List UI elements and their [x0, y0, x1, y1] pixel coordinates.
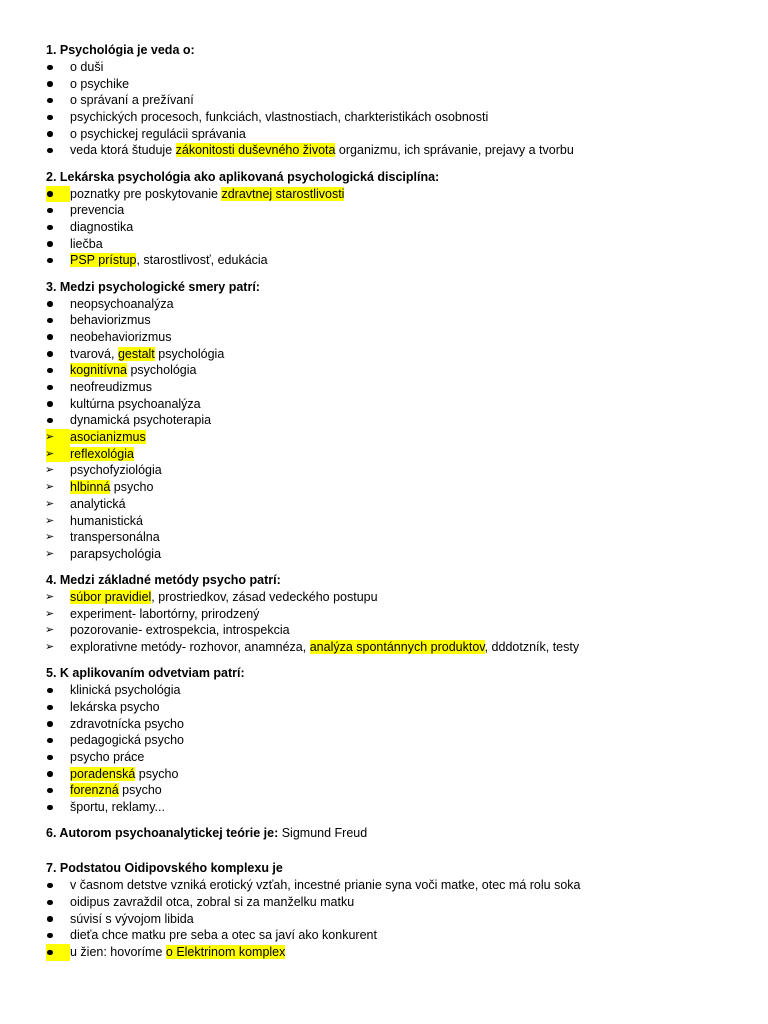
item-text: o správaní a prežívaní [70, 93, 194, 108]
item-text: zdravotnícka psycho [70, 716, 184, 731]
highlighted-text: asocianizmus [70, 430, 146, 445]
question-heading [46, 825, 768, 842]
list-item [46, 346, 768, 363]
dot-bullet-icon [46, 894, 70, 911]
list-item [46, 529, 768, 546]
list-item [46, 639, 768, 656]
item-text: psycho [118, 783, 162, 798]
dot-bullet-icon [46, 312, 70, 329]
dot-bullet-icon [46, 186, 70, 203]
item-text: , starostlivosť, edukácia [136, 253, 268, 268]
item-text: neofreudizmus [70, 380, 152, 394]
list-item [46, 513, 768, 530]
highlighted-text: o Elektrinom komplex [165, 945, 286, 960]
dot-bullet-icon [46, 799, 70, 816]
dot-bullet-icon [46, 412, 70, 429]
item-text: v časnom detstve vzniká erotický vzťah, incestné prianie syna voči matke, otec má rolu soka [70, 878, 581, 893]
list-item [46, 252, 768, 269]
dot-bullet-icon [46, 766, 70, 783]
dot-bullet-icon [46, 716, 70, 733]
item-text: psychológia [126, 363, 197, 378]
dot-bullet-icon [46, 76, 70, 93]
item-text: behaviorizmus [70, 313, 151, 328]
list-item [46, 296, 768, 313]
list-item [46, 362, 768, 379]
list-item [46, 142, 768, 159]
item-text: súvisí s vývojom libida [70, 911, 194, 926]
arrow-bullet-icon [46, 606, 70, 623]
list-item [46, 944, 768, 961]
item-text: poznatky pre poskytovanie [70, 186, 222, 201]
item-text: psychofyziológia [70, 463, 162, 478]
dot-bullet-icon [46, 109, 70, 126]
item-text: liečba [70, 236, 103, 251]
list-item [46, 126, 768, 143]
highlighted-text: gestalt [117, 346, 155, 361]
item-text: diagnostika [70, 220, 134, 234]
list-item [46, 92, 768, 109]
list-item [46, 782, 768, 799]
list-item [46, 329, 768, 346]
item-text: klinická psychológia [70, 683, 181, 698]
list-item [46, 546, 768, 563]
arrow-bullet-icon [46, 496, 70, 513]
item-text: analytická [70, 496, 126, 511]
highlighted-text: forenzná [70, 783, 119, 798]
item-text: experiment- labortórny, prirodzený [70, 606, 260, 621]
item-text: organizmu, ich správanie, prejavy a tvorbu [335, 143, 574, 158]
item-text: pedagogická psycho [70, 733, 184, 748]
list-item [46, 766, 768, 783]
dot-bullet-icon [46, 329, 70, 346]
list-item [46, 236, 768, 253]
list-item [46, 589, 768, 606]
question-text: 5. K aplikovaním odvetviam patrí: [46, 666, 245, 681]
dot-bullet-icon [46, 699, 70, 716]
question-section [46, 279, 768, 563]
item-text: tvarová, [70, 346, 118, 361]
dot-bullet-icon [46, 927, 70, 944]
item-text: explorativne metódy- rozhovor, anamnéza, [70, 640, 310, 655]
dot-bullet-icon [46, 296, 70, 313]
item-text: kultúrna psychoanalýza [70, 396, 201, 411]
list-item [46, 379, 768, 396]
dot-bullet-icon [46, 126, 70, 143]
item-text: parapsychológia [70, 546, 162, 561]
dot-bullet-icon [46, 236, 70, 253]
question-heading [46, 169, 768, 186]
list-item [46, 911, 768, 928]
list-item [46, 219, 768, 236]
dot-bullet-icon [46, 252, 70, 269]
dot-bullet-icon [46, 346, 70, 363]
item-text: psycho práce [70, 750, 145, 765]
question-answer: Sigmund Freud [278, 826, 368, 841]
question-section [46, 665, 768, 816]
dot-bullet-icon [46, 911, 70, 928]
arrow-bullet-icon [46, 622, 70, 639]
list-item [46, 749, 768, 766]
list-item [46, 732, 768, 749]
question-heading [46, 572, 768, 589]
arrow-bullet-icon [46, 546, 70, 563]
list-item [46, 716, 768, 733]
list-item [46, 622, 768, 639]
dot-bullet-icon [46, 379, 70, 396]
list-item [46, 59, 768, 76]
dot-bullet-icon [46, 362, 70, 379]
item-text: transpersonálna [70, 530, 160, 545]
list-item [46, 429, 768, 446]
list-item [46, 186, 768, 203]
list-item [46, 479, 768, 496]
item-text: , prostriedkov, zásad vedeckého postupu [151, 590, 378, 605]
arrow-bullet-icon [46, 639, 70, 656]
item-text: dieťa chce matku pre seba a otec sa javí ako konkurent [70, 928, 377, 943]
highlighted-text: zákonitosti duševného života [175, 143, 336, 158]
dot-bullet-icon [46, 682, 70, 699]
item-text: psychológia [154, 346, 225, 361]
arrow-bullet-icon [46, 462, 70, 479]
question-text: 1. Psychológia je veda o: [46, 43, 195, 57]
arrow-bullet-icon [46, 446, 70, 463]
item-text: psycho [135, 766, 179, 781]
arrow-bullet-icon [46, 529, 70, 546]
dot-bullet-icon [46, 202, 70, 219]
item-text: psycho [110, 480, 154, 495]
highlighted-text: analýza spontánnych produktov [309, 640, 485, 655]
list-item [46, 446, 768, 463]
list-item [46, 606, 768, 623]
list-item [46, 412, 768, 429]
item-text: neopsychoanalýza [70, 296, 174, 311]
question-heading [46, 665, 768, 682]
question-text: 3. Medzi psychologické smery patrí: [46, 279, 260, 294]
item-text: športu, reklamy... [70, 800, 165, 815]
list-item [46, 877, 768, 894]
list-item [46, 462, 768, 479]
question-section [46, 42, 768, 159]
item-text: o psychickej regulácii správania [70, 126, 246, 141]
list-item [46, 312, 768, 329]
arrow-bullet-icon [46, 589, 70, 606]
dot-bullet-icon [46, 59, 70, 76]
item-text: humanistická [70, 513, 143, 528]
list-item [46, 109, 768, 126]
question-heading [46, 279, 768, 296]
item-text: o psychike [70, 76, 130, 91]
item-text: u žien: hovoríme [70, 945, 166, 960]
item-text: psychických procesoch, funkciách, vlastnostiach, charkteristikách osobnosti [70, 110, 489, 125]
list-item [46, 894, 768, 911]
highlighted-text: súbor pravidiel [70, 590, 152, 605]
highlighted-text: reflexológia [70, 446, 134, 461]
dot-bullet-icon [46, 877, 70, 894]
item-text: dynamická psychoterapia [70, 413, 212, 428]
item-text: o duši [70, 60, 104, 74]
item-text: pozorovanie- extrospekcia, introspekcia [70, 623, 290, 638]
list-item [46, 496, 768, 513]
arrow-bullet-icon [46, 429, 70, 446]
list-item [46, 682, 768, 699]
question-text: 2. Lekárska psychológia ako aplikovaná psychologická disciplína: [46, 169, 440, 184]
item-text: neobehaviorizmus [70, 329, 172, 344]
question-text: 6. Autorom psychoanalytickej teórie je: [46, 826, 279, 841]
highlighted-text: PSP prístup [70, 253, 137, 268]
list-item [46, 799, 768, 816]
item-text: veda ktorá študuje [70, 143, 176, 158]
item-text: lekárska psycho [70, 700, 160, 714]
question-heading [46, 860, 768, 877]
highlighted-text: hlbinná [70, 480, 111, 495]
item-text: oidipus zavraždil otca, zobral si za manželku matku [70, 895, 355, 909]
dot-bullet-icon [46, 944, 70, 961]
list-item [46, 396, 768, 413]
arrow-bullet-icon [46, 513, 70, 530]
dot-bullet-icon [46, 732, 70, 749]
question-section [46, 572, 768, 656]
dot-bullet-icon [46, 396, 70, 413]
dot-bullet-icon [46, 749, 70, 766]
question-section [46, 860, 768, 960]
highlighted-text: poradenská [70, 766, 136, 781]
question-text: 4. Medzi základné metódy psycho patrí: [46, 573, 281, 588]
dot-bullet-icon [46, 219, 70, 236]
item-text: prevencia [70, 203, 125, 218]
question-section [46, 825, 768, 842]
highlighted-text: zdravtnej starostlivosti [221, 186, 345, 201]
dot-bullet-icon [46, 142, 70, 159]
question-heading [46, 42, 768, 59]
list-item [46, 202, 768, 219]
arrow-bullet-icon [46, 479, 70, 496]
dot-bullet-icon [46, 782, 70, 799]
item-text: , dddotzník, testy [484, 640, 580, 655]
highlighted-text: kognitívna [70, 363, 127, 378]
list-item [46, 927, 768, 944]
dot-bullet-icon [46, 92, 70, 109]
list-item [46, 76, 768, 93]
question-section [46, 169, 768, 269]
question-text: 7. Podstatou Oidipovského komplexu je [46, 861, 283, 876]
list-item [46, 699, 768, 716]
